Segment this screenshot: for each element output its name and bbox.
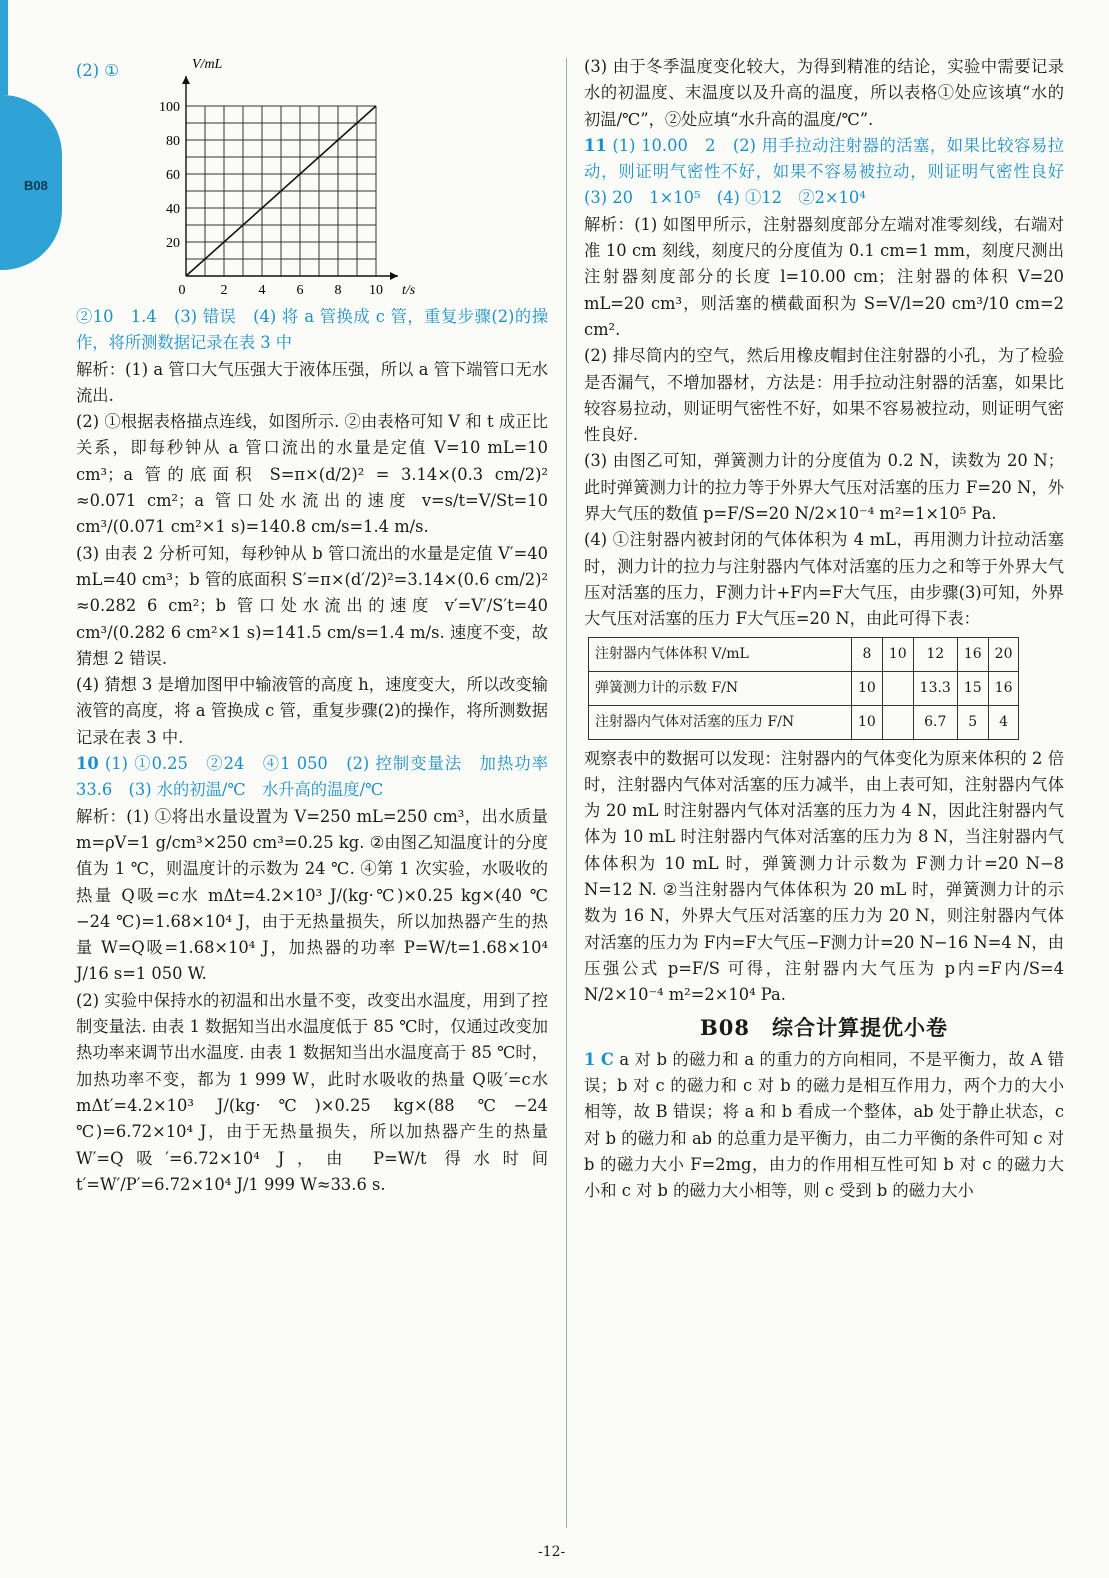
table-cell: 16 [957, 637, 988, 671]
table-cell: 10 [882, 637, 913, 671]
q11-analysis-5: 观察表中的数据可以发现：注射器内的气体变化为原来体积的 2 倍时，注射器内气体对活塞的压力减半，由上表可知，注射器内气体为 20 mL 时注射器内气体对活塞的压力为 4 N，因此注射器内气体为 10 mL 时注射器内气体对活塞的压力为 8 N，当注射器内气体体积为 10 mL 时，弹簧测力计示数为 F测力计=20 N−8 N=12 N. ②当注射器内气体体积为 20 mL 时，弹簧测力计的示数为 16 N，外界大气压对活塞的压力为 20 N，则注射器内气体对活塞的压力为 F内=F大气压−F测力计=20 N−16 N=4 N，由压强公式 p=F/S 可得，注射器内大气压为 p内=F内/S=4 N/2×10⁻⁴ m²=2×10⁴ Pa. [584, 748, 1064, 1005]
y-axis-arrow [182, 76, 190, 84]
table-cell: 15 [957, 671, 988, 705]
q11-answer [584, 133, 1081, 212]
table-cell: 5 [957, 705, 988, 739]
table-row [589, 637, 1019, 671]
y-axis-label: V/mL [192, 57, 223, 72]
q10-number: 10 [76, 754, 99, 774]
q10-answer-text: (1) ①0.25 ②24 ④1 050 (2) 控制变量法 加热功率 33.6 (3) 水的初温/℃ 水升高的温度/℃ [76, 754, 565, 800]
q11-answer-text: (1) 10.00 2 (2) 用手拉动注射器的活塞，如果比较容易拉动，则证明气密性不好，如果不容易被拉动，则证明气密性良好 (3) 20 1×10⁵ (4) ①12 ②2×10⁴ [584, 135, 1081, 208]
table-row [589, 705, 1019, 739]
y-tick-label: 20 [166, 236, 180, 251]
section-title: B08 综合计算提优小卷 [700, 1014, 948, 1040]
table-row-label: 注射器内气体对活塞的压力 F/N [589, 705, 852, 739]
volume-time-chart [124, 54, 444, 304]
y-tick-label: 80 [166, 134, 180, 149]
x-tick-label: 8 [334, 283, 342, 298]
q10-analysis-1: 解析：(1) ①将出水量设置为 V=250 mL=250 cm³，出水质量 m=ρV=1 g/cm³×250 cm³=0.25 kg. ②由图乙知温度计的分度值为 1 ℃，则温度计的示数为 24 ℃. ④第 1 次实验，水吸收的热量 Q吸=c水 mΔt=4.2×10³ J/(kg·℃)×0.25 kg×(40 ℃−24 ℃)=1.68×10⁴ J，由于无热量损失，所以加热器产生的热量 W=Q吸=1.68×10⁴ J，加热器的功率 P=W/t=1.68×10⁴ J/16 s=1 050 W. [76, 806, 548, 984]
table-cell: 8 [852, 637, 883, 671]
x-axis-label: t/s [402, 283, 416, 298]
x-axis-arrow [390, 272, 398, 280]
q9-analysis-2: (2) ①根据表格描点连线，如图所示. ②由表格可知 V 和 t 成正比关系，即每秒钟从 a 管口流出的水量是定值 V=10 mL=10 cm³；a 管的底面积 S=π×(d/2)² = 3.14×(0.3 cm/2)² ≈0.071 cm²；a 管口处水流出的速度 v=s/t=V/St=10 cm³/(0.071 cm²×1 s)=140.8 cm/s=1.4 m/s. [76, 412, 548, 537]
table-cell: 10 [852, 671, 883, 705]
table-cell [882, 671, 913, 705]
table-row-label: 注射器内气体体积 V/mL [589, 637, 852, 671]
q11-analysis-4: (4) ①注射器内被封闭的气体体积为 4 mL，再用测力计拉动活塞时，测力计的拉力与注射器内气体对活塞的压力之和等于外界大气压对活塞的压力，F测力计+F内=F大气压，由步骤(3)可知，外界大气压对活塞的压力 F大气压=20 N，由此可得下表： [584, 530, 1064, 629]
table-cell [882, 705, 913, 739]
x-tick-label: 0 [178, 283, 186, 298]
page-number: -12- [538, 1544, 566, 1560]
q11-analysis-1: 解析：(1) 如图甲所示，注射器刻度部分左端对准零刻线，右端对准 10 cm 刻线，刻度尺的分度值为 0.1 cm=1 mm，刻度尺测出注射器刻度部分的长度 l=10.00 cm；注射器的体积 V=20 mL=20 cm³，则活塞的横截面积为 S=V/l=20 cm³/10 cm=2 cm². [584, 214, 1064, 339]
x-tick-label: 2 [220, 283, 228, 298]
chart-block [76, 54, 548, 304]
table-cell: 12 [913, 637, 957, 671]
y-tick-label: 40 [166, 202, 180, 217]
table-cell: 16 [988, 671, 1019, 705]
y-tick-label: 100 [159, 100, 180, 115]
q1-block [584, 1047, 1064, 1205]
table-cell: 4 [988, 705, 1019, 739]
table-cell: 6.7 [913, 705, 957, 739]
table-cell: 13.3 [913, 671, 957, 705]
q10-analysis-2: (2) 实验中保持水的初温和出水量不变，改变出水温度，用到了控制变量法. 由表 1 数据知当出水温度低于 85 ℃时，仅通过改变加热功率来调节出水温度. 由表 1 数据知当出水温度高于 85 ℃时，加热功率不变，都为 1 999 W，此时水吸收的热量 Q吸′=c水 mΔt′=4.2×10³ J/(kg·℃)×0.25 kg×(88 ℃−24 ℃)=6.72×10⁴ J，由于无热量损失，所以加热器产生的热量 W′=Q吸′=6.72×10⁴ J，由 P=W/t 得水时间 t′=W′/P′=6.72×10⁴ J/1 999 W≈33.6 s. [76, 990, 548, 1194]
left-column [76, 54, 565, 1198]
column-divider [566, 58, 567, 1528]
table-row-label: 弹簧测力计的示数 F/N [589, 671, 852, 705]
chart-answer-label: (2) ① [76, 61, 119, 80]
q1-text: a 对 b 的磁力和 a 的重力的方向相同，不是平衡力，故 A 错误；b 对 c 的磁力和 c 对 b 的磁力是相互作用力，两个力的大小相等，故 B 错误；将 a 和 b 看成一个整体，ab 处于静止状态，c 对 b 的磁力和 ab 的总重力是平衡力，由二力平衡的条件可知 c 对 b 的磁力大小 F=2mg，由力的作用相互性可知 b 对 c 的磁力大小和 c 对 b 的磁力大小相等，则 c 受到 b 的磁力大小 [584, 1049, 1065, 1201]
q9-answer-rest: ②10 1.4 (3) 错误 (4) 将 a 管换成 c 管，重复步骤(2)的操作，将所测数据记录在表 3 中 [76, 307, 548, 353]
q11-number: 11 [584, 135, 607, 155]
q10-answer [76, 751, 565, 804]
q9-analysis-3: (3) 由表 2 分析可知，每秒钟从 b 管口流出的水量是定值 V′=40 mL=40 cm³；b 管的底面积 S′=π×(d′/2)²=3.14×(0.6 cm/2)² ≈0.282 6 cm²；b 管口处水流出的速度 v′=V′/S′t=40 cm³/(0.282 6 cm²×1 s)=141.5 cm/s=1.4 m/s. 速度不变，故猜想 2 错误. [76, 543, 548, 668]
table-cell: 10 [852, 705, 883, 739]
q11-analysis-3: (3) 由图乙可知，弹簧测力计的分度值为 0.2 N，读数为 20 N；此时弹簧测力计的拉力等于外界大气压对活塞的压力 F=20 N，外界大气压的数值 p=F/S=20 N/2×10⁻⁴ m²=1×10⁵ Pa. [584, 451, 1064, 524]
x-tick-label: 10 [369, 283, 383, 298]
right-column [584, 54, 1081, 1205]
data-table [588, 637, 1019, 740]
x-tick-label: 6 [296, 283, 304, 298]
q10-analysis-3: (3) 由于冬季温度变化较大，为得到精准的结论，实验中需要记录水的初温度、末温度以及升高的温度，所以表格①处应该填“水的初温/℃”，②处应填“水升高的温度/℃”. [584, 57, 1064, 129]
q1-number: 1 [584, 1049, 596, 1069]
top-accent-bar [0, 0, 8, 95]
table-row [589, 671, 1019, 705]
q9-analysis-4: (4) 猜想 3 是增加图甲中输液管的高度 h，速度变大，所以改变输液管的高度，将 a 管换成 c 管，重复步骤(2)的操作，将所测数据记录在表 3 中. [76, 675, 548, 747]
q9-analysis-1: 解析：(1) a 管口大气压强大于液体压强，所以 a 管下端管口无水流出. [76, 359, 548, 405]
q1-answer: C [600, 1049, 614, 1069]
q11-analysis-2: (2) 排尽筒内的空气，然后用橡皮帽封住注射器的小孔，为了检验是否漏气，不增加器材，方法是：用手拉动注射器的活塞，如果比较容易拉动，则证明气密性不好，如果不容易被拉动，则证明气密性良好. [584, 346, 1064, 445]
section-tab-label: B08 [24, 178, 48, 193]
x-tick-label: 4 [258, 283, 266, 298]
y-tick-label: 60 [166, 168, 180, 183]
table-cell: 20 [988, 637, 1019, 671]
